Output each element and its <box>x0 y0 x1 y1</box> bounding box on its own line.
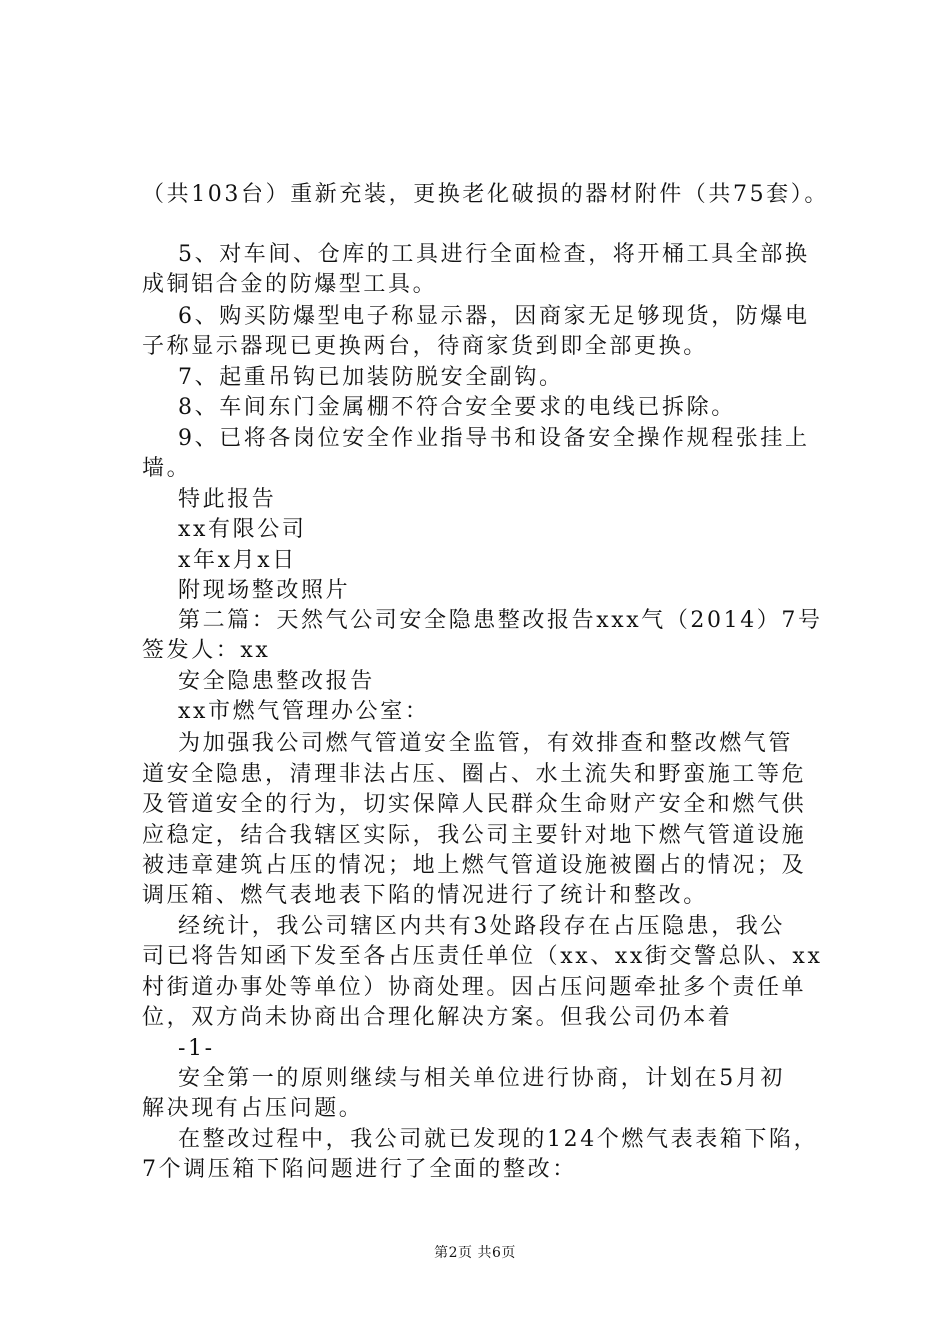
text-line: 附现场整改照片 <box>178 578 351 603</box>
text-line: 子称显示器现已更换两台，待商家货到即全部更换。 <box>142 334 708 359</box>
text-line: 经统计，我公司辖区内共有3处路段存在占压隐患，我公 <box>178 914 785 939</box>
text-line: 解决现有占压问题。 <box>142 1096 364 1121</box>
page-marker: -1- <box>178 1036 215 1061</box>
text-line: 调压箱、燃气表地表下陷的情况进行了统计和整改。 <box>142 883 708 908</box>
text-line: 签发人：xx <box>142 638 271 663</box>
text-line: 特此报告 <box>178 487 277 512</box>
text-line: 7个调压箱下陷问题进行了全面的整改： <box>142 1157 577 1182</box>
text-line: （共103台）重新充装，更换老化破损的器材附件（共75套）。 <box>142 182 829 207</box>
text-line: 6、购买防爆型电子称显示器，因商家无足够现货，防爆电 <box>178 304 810 329</box>
text-line: 道安全隐患，清理非法占压、圈占、水土流失和野蛮施工等危 <box>142 762 807 787</box>
text-line: x年x月x日 <box>178 548 297 573</box>
text-line: 被违章建筑占压的情况；地上燃气管道设施被圈占的情况；及 <box>142 853 807 878</box>
text-line: 安全隐患整改报告 <box>178 669 375 694</box>
text-line: 位，双方尚未协商出合理化解决方案。但我公司仍本着 <box>142 1005 733 1030</box>
text-line: 8、车间东门金属棚不符合安全要求的电线已拆除。 <box>178 395 736 420</box>
text-line: 及管道安全的行为，切实保障人民群众生命财产安全和燃气供 <box>142 792 807 817</box>
text-line: 应稳定，结合我辖区实际，我公司主要针对地下燃气管道设施 <box>142 823 807 848</box>
text-line: 安全第一的原则继续与相关单位进行协商，计划在5月初 <box>178 1066 785 1091</box>
text-line: 司已将告知函下发至各占压责任单位（xx、xx街交警总队、xx <box>142 944 823 969</box>
text-line: xx有限公司 <box>178 517 307 542</box>
page-footer: 第2页 共6页 <box>434 1245 516 1261</box>
text-line: 5、对车间、仓库的工具进行全面检查，将开桶工具全部换 <box>178 242 810 267</box>
text-line: 7、起重吊钩已加装防脱安全副钩。 <box>178 365 564 390</box>
text-line: 村街道办事处等单位）协商处理。因占压问题牵扯多个责任单 <box>142 975 807 1000</box>
text-line: 成铜铝合金的防爆型工具。 <box>142 272 438 297</box>
text-line: 在整改过程中，我公司就已发现的124个燃气表表箱下陷， <box>178 1127 819 1152</box>
text-line: 第二篇：天然气公司安全隐患整改报告xxx气（2014）7号 <box>178 608 823 633</box>
text-line: 9、已将各岗位安全作业指导书和设备安全操作规程张挂上 <box>178 426 810 451</box>
text-line: xx市燃气管理办公室： <box>178 699 430 724</box>
text-line: 为加强我公司燃气管道安全监管，有效排查和整改燃气管 <box>178 731 794 756</box>
text-line: 墙。 <box>142 456 192 481</box>
